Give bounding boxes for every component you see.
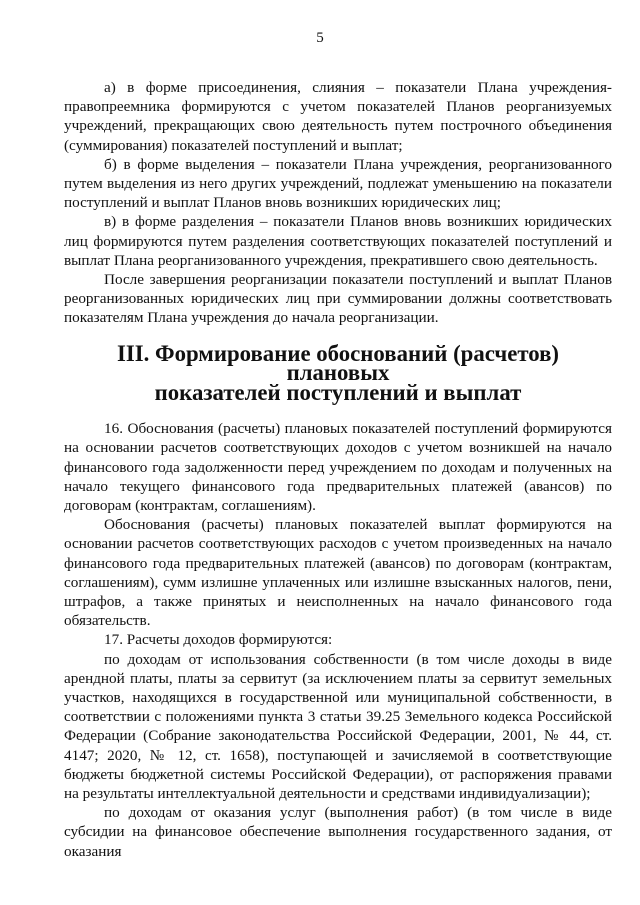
page-number: 5 <box>316 30 324 46</box>
paragraph-property-income: по доходам от использования собственности (в том числе доходы в виде арендной платы, платы за сервитут (за исключением платы за сервитут земельных участков, находящихся в государственной или муниципальной собственности, в соответствии с положениями пункта 3 статьи 39.25 Земельного кодекса Российской Федерации (Собрание законодательства Российской Федерации, 2001, № 44, ст. 4147; 2020, № 12, ст. 1658), поступающей и зачисляемой в соответствующие бюджеты бюджетной системы Российской Федерации), от распоряжения правами на результаты интеллектуальной деятельности и средствами индивидуализации); <box>64 650 612 802</box>
document-body <box>64 78 612 861</box>
paragraph-reorg-b: б) в форме выделения – показатели Плана учреждения, реорганизованного путем выделения из него других учреждений, подлежат уменьшению на показатели поступлений и выплат Планов вновь возникших юридических лиц; <box>64 155 612 212</box>
paragraph-services-income: по доходам от оказания услуг (выполнения работ) (в том числе в виде субсидии на финансовое обеспечение выполнения государственного задания, от оказания <box>64 804 612 860</box>
paragraph-17: 17. Расчеты доходов формируются: <box>104 631 333 649</box>
section-heading-line-1: III. Формирование обоснований (расчетов) плановых <box>116 340 560 386</box>
paragraph-16: 16. Обоснования (расчеты) плановых показателей поступлений формируются на основании расчетов соответствующих доходов с учетом возникшей на начало финансового года задолженности перед учреждением по доходам и полученных на начало текущего финансового года предварительных платежей (авансов) по договорам (контрактам, соглашениям). <box>64 420 612 514</box>
section-heading-line-2: показателей поступлений и выплат <box>154 379 522 405</box>
paragraph-expenses-justification: Обоснования (расчеты) плановых показателей выплат формируются на основании расчетов соответствующих расходов с учетом произведенных на начало финансового года предварительных платежей (авансов) по договорам (контрактам, соглашениям), сумм излишне уплаченных или излишне взысканных налогов, пени, штрафов, а также принятых и неисполненных на начало финансового года обязательств. <box>64 516 612 630</box>
paragraph-reorg-c: в) в форме разделения – показатели Планов вновь возникших юридических лиц формируются путем разделения соответствующих показателей поступлений и выплат Плана реорганизованного учреждения, прекратившего свою деятельность. <box>64 213 612 269</box>
section-heading <box>64 340 612 405</box>
paragraph-reorg-a: а) в форме присоединения, слияния – показатели Плана учреждения-правопреемника формируются с учетом показателей Планов реорганизуемых учреждений, прекращающих свою деятельность путем построчного объединения (суммирования) показателей поступлений и выплат; <box>64 79 612 154</box>
paragraph-after-reorg: После завершения реорганизации показатели поступлений и выплат Планов реорганизованных юридических лиц при суммировании должны соответствовать показателям Плана учреждения до начала реорганизации. <box>64 271 612 327</box>
